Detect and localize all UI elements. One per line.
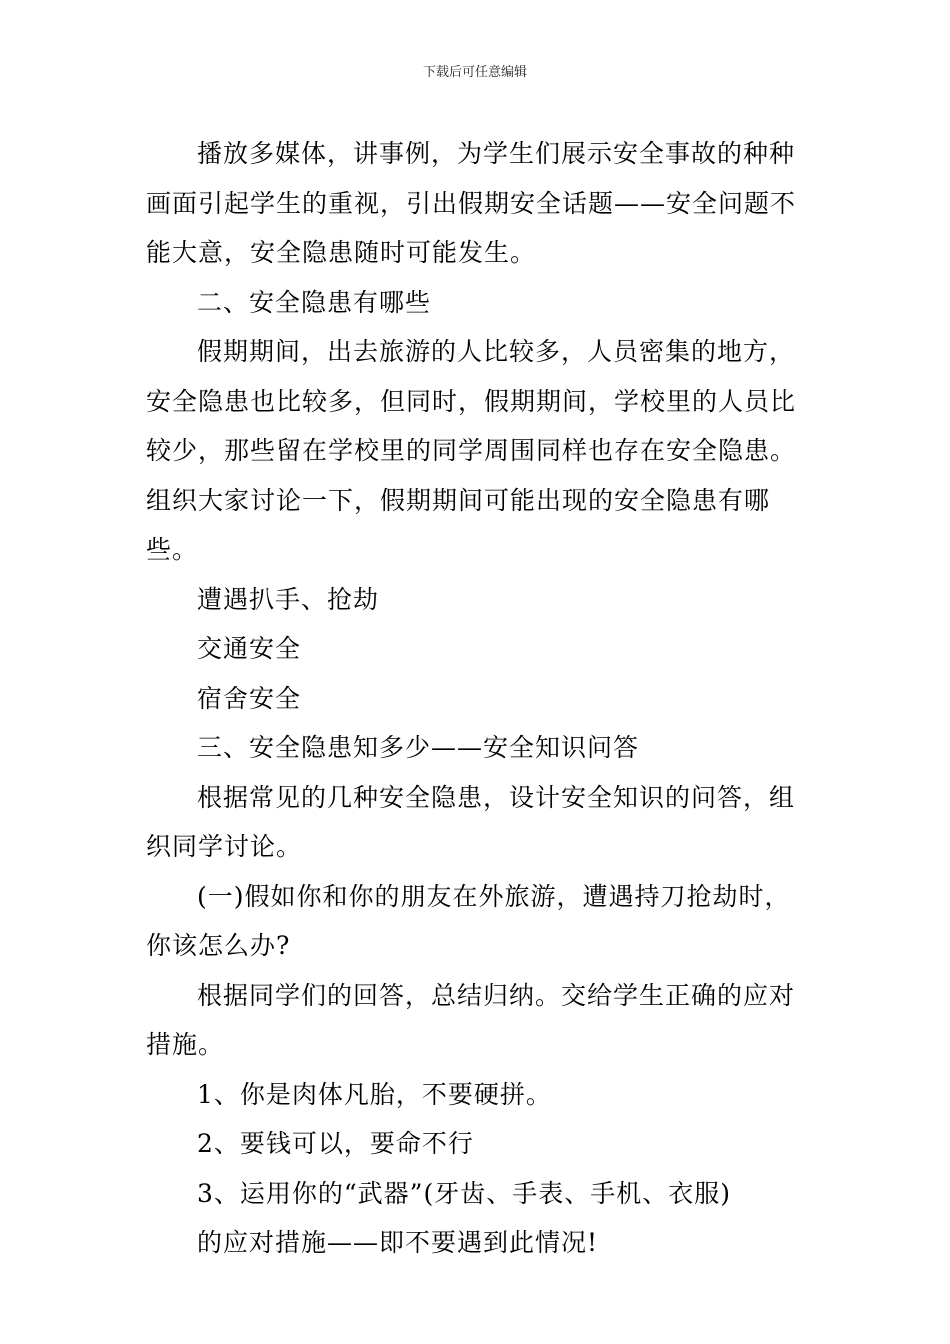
page-header: 下载后可任意编辑	[422, 65, 527, 80]
document-body	[146, 129, 808, 1268]
list-item: 2、要钱可以，要命不行	[197, 1129, 474, 1158]
question: (一)假如你和你的朋友在外旅游，遭遇持刀抢劫时，你该怎么办?	[146, 881, 791, 960]
list-item: 交通安全	[197, 634, 302, 663]
list-item: 宿舍安全	[197, 683, 302, 713]
paragraph: 播放多媒体，讲事例，为学生们展示安全事故的种种画面引起学生的重视，引出假期安全话题——安全问题不能大意，安全隐患随时可能发生。	[146, 139, 797, 267]
paragraph: 根据同学们的回答，总结归纳。交给学生正确的应对措施。	[146, 980, 796, 1059]
paragraph: 假期期间，出去旅游的人比较多，人员密集的地方，安全隐患也比较多，但同时，假期期间，学校里的人员比较少，那些留在学校里的同学周围同样也存在安全隐患。组织大家讨论一下，假期期间可能出现的安全隐患有哪些。	[146, 337, 797, 564]
paragraph: 根据常见的几种安全隐患，设计安全知识的问答，组织同学讨论。	[146, 782, 796, 861]
list-item: 1、你是肉体凡胎，不要硬拼。	[197, 1079, 552, 1109]
section-heading: 二、安全隐患有哪些	[197, 287, 432, 317]
list-item: 遭遇扒手、抢劫	[197, 584, 380, 614]
list-item: 3、运用你的“武器”(牙齿、手表、手机、衣服)	[197, 1178, 731, 1208]
paragraph: 的应对措施——即不要遇到此情况!	[197, 1228, 599, 1257]
section-heading: 三、安全隐患知多少——安全知识问答	[197, 733, 640, 762]
